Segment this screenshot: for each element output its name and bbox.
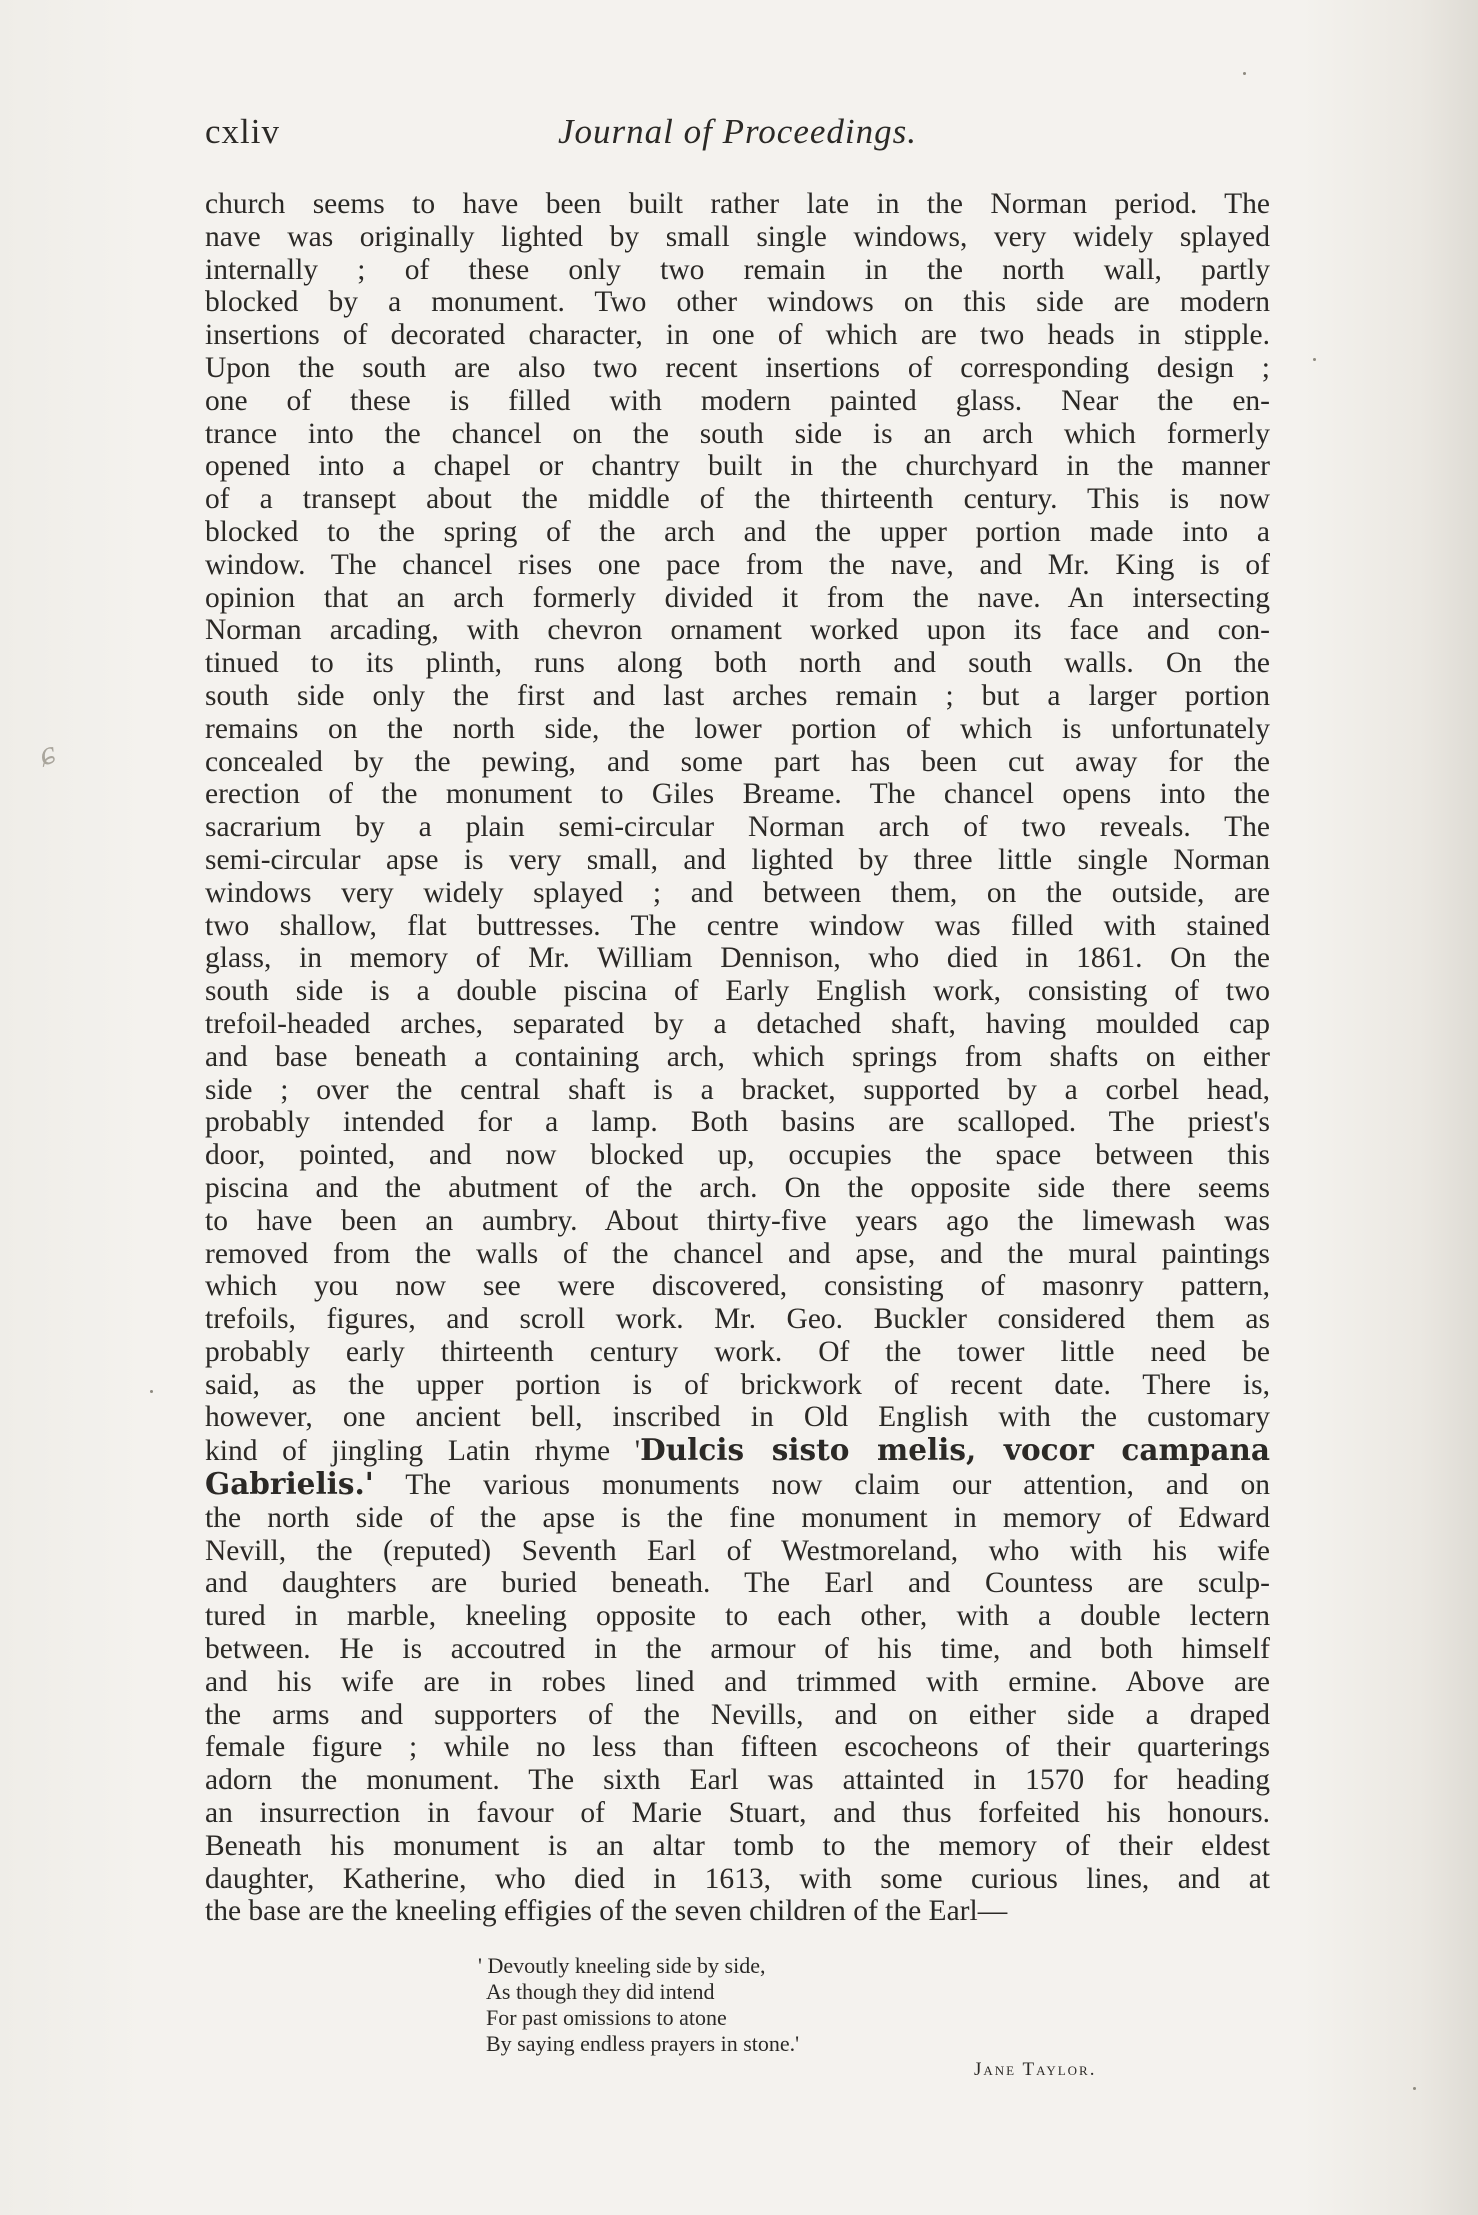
text-line: of a transept about the middle of the thirteenth century. This is now	[205, 483, 1270, 516]
verse-attribution: Jane Taylor.	[974, 2059, 1097, 2080]
text-line: opinion that an arch formerly divided it from the nave. An intersecting	[205, 581, 1270, 614]
text-line: one of these is filled with modern painted glass. Near the en-	[205, 384, 1270, 417]
text-line: opened into a chapel or chantry built in the churchyard in the manner	[205, 450, 1270, 483]
text-line: two shallow, flat buttresses. The centre window was filled with stained	[205, 909, 1270, 942]
body-text	[205, 188, 1270, 1928]
verse-line: By saying endless prayers in stone.'	[486, 2031, 800, 2056]
text-line: glass, in memory of Mr. William Dennison, who died in 1861. On the	[205, 942, 1270, 975]
text-line: sacrarium by a plain semi-circular Norman arch of two reveals. The	[205, 811, 1270, 844]
text-line: the base are the kneeling effigies of the seven children of the Earl—	[205, 1895, 1008, 1928]
paragraph-lines-after	[205, 1502, 1270, 1928]
bell-inscription-line-2: Gabrielis.' The various monuments now claim our attention, and on	[205, 1466, 1270, 1502]
text-line: remains on the north side, the lower portion of which is unfortunately	[205, 712, 1270, 745]
text-line: adorn the monument. The sixth Earl was attainted in 1570 for heading	[205, 1764, 1270, 1797]
text-line: side ; over the central shaft is a bracket, supported by a corbel head,	[205, 1073, 1270, 1106]
verse-line: ' Devoutly kneeling side by side,	[478, 1953, 766, 1978]
text-line: probably intended for a lamp. Both basins are scalloped. The priest's	[205, 1106, 1270, 1139]
text-line: daughter, Katherine, who died in 1613, with some curious lines, and at	[205, 1862, 1270, 1895]
text-line: an insurrection in favour of Marie Stuart, and thus forfeited his honours.	[205, 1797, 1270, 1830]
bell-inscription-cont: Gabrielis.'	[205, 1466, 374, 1502]
text-line: trance into the chancel on the south side is an arch which formerly	[205, 417, 1270, 450]
text-line: Norman arcading, with chevron ornament worked upon its face and con-	[205, 614, 1270, 647]
text-line: and base beneath a containing arch, which springs from shafts on either	[205, 1040, 1270, 1073]
text-line: door, pointed, and now blocked up, occupies the space between this	[205, 1139, 1270, 1172]
margin-pencil-mark: ɕ	[35, 733, 60, 774]
text-line: tured in marble, kneeling opposite to each other, with a double lectern	[205, 1600, 1270, 1633]
running-title: Journal of Proceedings.	[557, 112, 917, 151]
bell-inscription-line: kind of jingling Latin rhyme 'Dulcis sisto melis, vocor campana	[205, 1432, 1270, 1468]
text-line: which you now see were discovered, consisting of masonry pattern,	[205, 1270, 1270, 1303]
quoted-verse	[478, 1953, 799, 2057]
text-line: however, one ancient bell, inscribed in Old English with the customary	[205, 1401, 1270, 1434]
text-line: erection of the monument to Giles Breame. The chancel opens into the	[205, 778, 1270, 811]
paragraph-lines	[205, 188, 1270, 1434]
text-line: between. He is accoutred in the armour of his time, and both himself	[205, 1633, 1270, 1666]
text-line: probably early thirteenth century work. Of the tower little need be	[205, 1335, 1270, 1368]
text-line: trefoils, figures, and scroll work. Mr. Geo. Buckler considered them as	[205, 1303, 1270, 1336]
text-line: Beneath his monument is an altar tomb to the memory of their eldest	[205, 1829, 1270, 1862]
text-line: said, as the upper portion is of brickwork of recent date. There is,	[205, 1368, 1270, 1401]
text-line: concealed by the pewing, and some part has been cut away for the	[205, 745, 1270, 778]
text-line: nave was originally lighted by small single windows, very widely splayed	[205, 220, 1270, 253]
paper-speck	[1243, 72, 1246, 75]
text-line: internally ; of these only two remain in the north wall, partly	[205, 253, 1270, 286]
text-line: female figure ; while no less than fifteen escocheons of their quarterings	[205, 1731, 1270, 1764]
text-line: and his wife are in robes lined and trimmed with ermine. Above are	[205, 1665, 1270, 1698]
page-number: cxliv	[205, 112, 280, 151]
bell-inscription: Dulcis sisto melis, vocor campana	[640, 1432, 1270, 1468]
text-line: south side only the first and last arches remain ; but a larger portion	[205, 679, 1270, 712]
page-header	[205, 112, 1270, 172]
text-line: and daughters are buried beneath. The Earl and Countess are sculp-	[205, 1567, 1270, 1600]
text-line: windows very widely splayed ; and between them, on the outside, are	[205, 876, 1270, 909]
text-line: Upon the south are also two recent insertions of corresponding design ;	[205, 351, 1270, 384]
paper-speck	[150, 1390, 153, 1393]
text-line: the arms and supporters of the Nevills, and on either side a draped	[205, 1698, 1270, 1731]
paper-speck	[1413, 2087, 1416, 2090]
text-line: to have been an aumbry. About thirty-five years ago the limewash was	[205, 1204, 1270, 1237]
text-line: removed from the walls of the chancel and apse, and the mural paintings	[205, 1237, 1270, 1270]
text-line: the north side of the apse is the fine monument in memory of Edward	[205, 1501, 1270, 1534]
text-line: semi-circular apse is very small, and lighted by three little single Norman	[205, 843, 1270, 876]
text-line: Nevill, the (reputed) Seventh Earl of Westmoreland, who with his wife	[205, 1534, 1270, 1567]
text-line: south side is a double piscina of Early English work, consisting of two	[205, 975, 1270, 1008]
text-line: window. The chancel rises one pace from the nave, and Mr. King is of	[205, 548, 1270, 581]
text-line: church seems to have been built rather late in the Norman period. The	[205, 188, 1270, 220]
text-line: insertions of decorated character, in one of which are two heads in stipple.	[205, 319, 1270, 352]
text-line: trefoil-headed arches, separated by a detached shaft, having moulded cap	[205, 1007, 1270, 1040]
verse-line: For past omissions to atone	[486, 2005, 727, 2030]
verse-line: As though they did intend	[486, 1979, 715, 2004]
text-line: blocked to the spring of the arch and the upper portion made into a	[205, 515, 1270, 548]
text-line: tinued to its plinth, runs along both north and south walls. On the	[205, 647, 1270, 680]
text-line: piscina and the abutment of the arch. On the opposite side there seems	[205, 1171, 1270, 1204]
paper-speck	[1313, 358, 1316, 361]
text-line: blocked by a monument. Two other windows on this side are modern	[205, 286, 1270, 319]
